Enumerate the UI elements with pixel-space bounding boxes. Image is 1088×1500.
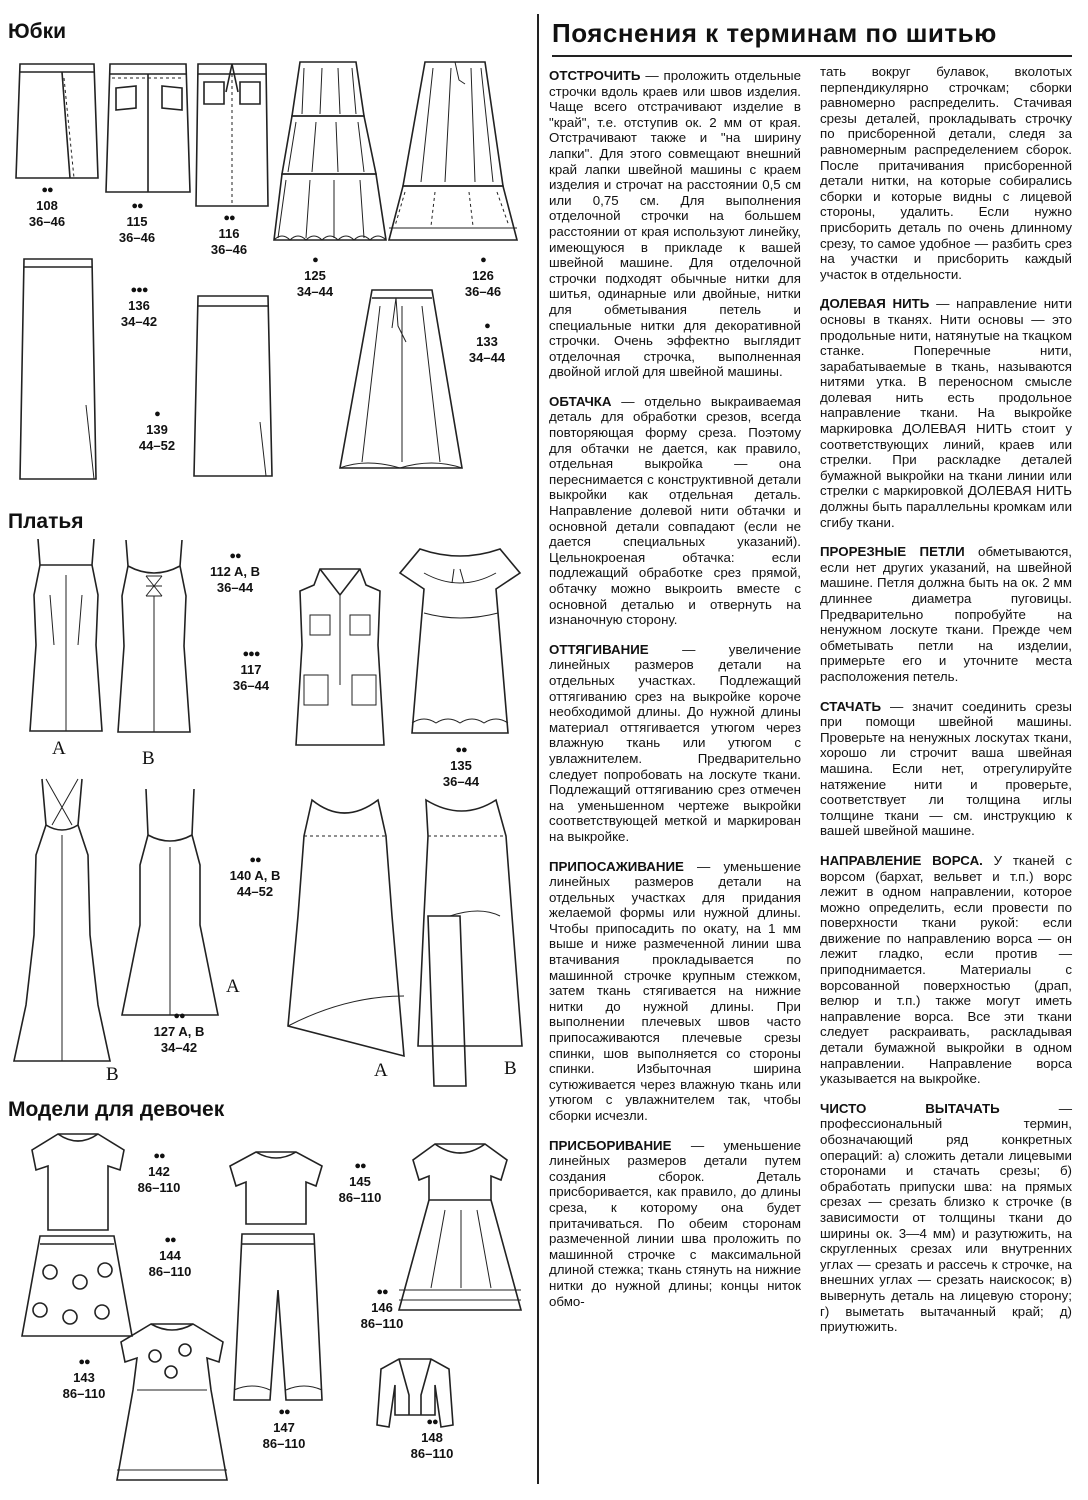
model-label-140: ●● 140 A, B 44–52 [229,854,281,899]
variant-label-a: A [52,738,66,759]
model-label-146: ●● 146 86–110 [360,1286,404,1331]
model-label-135: ●● 135 36–44 [442,744,480,789]
model-label-144: ●● 144 86–110 [148,1234,192,1279]
model-label-136: ●●● 136 34–42 [120,284,158,329]
section-title-dresses: Платья [8,510,84,533]
model-label-148: ●● 148 86–110 [410,1416,454,1461]
dress-143-drawing [115,1320,230,1485]
model-label-108: ●● 108 36–46 [28,184,66,229]
glossary-entry: ОТТЯГИВАНИЕ — увеличение линейных размеров детали на отдельных участках. Подлежащий оттягиванию срез на выкройке короче необходимой длины. До нужной длины материал оттягивается утюгом через влажную ткань или утюгом с увлажнителем. Предварительно следует попробовать на лоскуте ткани. Подлежащий оттягиванию срез отмечен на уменьшенном чертеже выкройки соответствующей меткой и маркирован на выкройке. [549,641,801,844]
model-label-143: ●● 143 86–110 [62,1356,106,1401]
glossary-column-2 [820,64,1072,1349]
variant-label-b: B [142,748,155,769]
model-label-127: ●● 127 A, B 34–42 [153,1010,205,1055]
skirt-136-drawing [16,255,98,485]
model-label-142: ●● 142 86–110 [137,1150,181,1195]
glossary-entry: ЧИСТО ВЫТАЧАТЬ — профессиональный термин, обозначающий ряд конкретных операций: а) сложить детали лицевыми сторонами и стачать срезы; б) обработать припуски шва: на прямых срезах — срезать близко к строчке (в зависимости от толщины ткани до ширины ок. 3—4 мм) и разутюжить, на скругленных срезах или внутренних углах — срезать и рассечь к строчке, на внешних углах — срезать наискосок; в) вывернуть деталь на лицевую сторону; г) выметать вытачанный край; д) приутюжить. [820,1100,1072,1335]
skirt-126-drawing [385,56,520,246]
model-label-125: ● 125 34–44 [296,254,334,299]
variant-label-a: A [226,976,240,997]
glossary-entry: СТАЧАТЬ — значит соединить срезы при помощи швейной машины. Проверьте на ненужных лоскутах ткани, хорошо ли строчит ваша швейная машина. Если нет, отрегулируйте натяжение нити и проверьте, соответствует ли толщина иглы толщине ткани — см. инструкцию к вашей швейной машине. [820,698,1072,839]
skirt-115-drawing [106,58,192,198]
top-145-drawing [226,1148,326,1228]
variant-label-b: B [504,1058,517,1079]
glossary-entry: ДОЛЕВАЯ НИТЬ — направление нити основы в тканях. Нити основы — это продольные нити, натянутые на ткацком станке. Поперечные нити, зарабатываемые в ткань, называются нитями утка. В переносном смысле долевая нить есть продольное направление ткани. На выкройке маркировка ДОЛЕВАЯ НИТЬ стоит у соответствующих линий, краев или стрелки. При раскладке деталей бумажной выкройки на ткани линии или стрелки с маркировкой ДОЛЕВАЯ НИТЬ должны быть параллельны кромкам или сгибу ткани. [820,296,1072,530]
skirt-139-drawing [192,292,276,482]
dress-112b-drawing [112,536,194,736]
model-label-112: ●● 112 A, B 36–44 [209,550,261,595]
dress-112a-drawing [24,535,106,735]
model-label-117: ●●● 117 36–44 [232,648,270,693]
skirt-108-drawing [14,58,104,183]
model-label-133: ● 133 34–44 [468,320,506,365]
top-142-drawing [28,1130,128,1235]
glossary-entry: ОТСТРОЧИТЬ — проложить отдельные строчки вдоль краев или швов изделия. Чаще всего отстрачивают изделие в "край", т.е. отступив ок. 2 мм от края. Отстрачивают также и "на ширину лапки". Для этого совмещают внешний край лапки швейной машины с краем изделия и строчат на расстоянии 0,5 см или 0,75 см. Для выполнения отделочной строчки на большем расстоянии от края используют линейку, имеющуюся в прикладе к вашей швейной машине. Для отделочной строчки подходят обычные нитки для шитья, одинарные или двойные, нитки для обметывания петель и специальные нитки для декоративной строчки. Очень эффектно выглядит отделочная строчка, выполненная двойной иглой для швейной машины. [549,68,801,380]
glossary-column-1 [549,68,801,1323]
column-divider [537,14,539,1484]
dress-146-drawing [395,1140,525,1315]
skirt-133-drawing [336,286,466,476]
glossary-entry: НАПРАВЛЕНИЕ ВОРСА. У тканей с ворсом (бархат, вельвет и т.п.) ворс лежит в одном направлении, которое можно определить, если провести по поверхности ткани рукой: если движение по направлению ворса — он лежит гладко, если против — приподнимается. Материалы с ворсованной поверхностью (драп, велюр и т.п.) также могут иметь направление ворса. Все эти ткани следует раскраивать, раскладывая детали бумажной выкройки в одном направлении. Направление ворса указывается на выкройке. [820,852,1072,1087]
dress-117-drawing [290,565,390,750]
model-label-139: ● 139 44–52 [138,408,176,453]
glossary-continuation: тать вокруг булавок, вколотых перпендикулярно строчкам; сборки равномерно распределить. Стачивая срезы деталей, прокладывать строчку по присборенной детали, следя за равномерным распределением сборок. После притачивания присборенной детали нитки, на которые собирались сборки и которые видны с лицевой стороны, удалить. Если нужно присборить деталь по очень длинному срезу, то самое удобное — разбить срез на участки и присборить каждый участок в отдельности. [820,64,1072,282]
skirt-125-drawing [272,56,387,246]
model-label-116: ●● 116 36–46 [210,212,248,257]
dress-140a-drawing [286,796,406,1061]
pants-147-drawing [228,1230,328,1405]
glossary-entry: ОБТАЧКА — отдельно выкраиваемая деталь для обработки срезов, всегда повторяющая форму среза. Поэтому для обтачки не дается, как правило, отдельная выкройка — она переснимается с конструктивной детали выкройки как отдельная деталь. Направление долевой нити обтачки и основной детали совпадают (если не дается специальных указаний). Цельнокроеная обтачка: если подлежащий обработке срез прямой, обтачку можно выкроить вместе с основной деталью и отвернуть на изнаночную сторону. [549,393,801,628]
variant-label-a: A [374,1060,388,1081]
section-title-skirts: Юбки [8,20,67,43]
glossary-title: Пояснения к терминам по шитью [552,18,1072,57]
model-label-145: ●● 145 86–110 [338,1160,382,1205]
dress-127b-drawing [120,785,220,1020]
glossary-entry: ПРИСБОРИВАНИЕ — уменьшение линейных размеров детали путем создания сборок. Деталь присборивается, как правило, до длины среза, к которому она будет притачиваться. По обеим сторонам размеченной линии шва проложить по машинной строчке с максимальной длиной стежка; ткань стянуть на нижние нитки до нужной длины; концы ниток обмо- [549,1137,801,1309]
dress-140b-drawing [410,796,530,1091]
dress-135-drawing [398,533,523,738]
glossary-entry: ПРИПОСАЖИВАНИЕ — уменьшение линейных размеров детали на отдельных участках для придания желаемой формы или нужной длины. Чтобы припосадить по окату, на 1 мм выше и ниже размеченной линии шва втачивания прокладывается по машинной строчке крупным стежком, затем ткань стягивается на нижние нитки до нужной длины. При выполнении плечевых швов часто припосаживаются плечевые срезы спинки, шов выполняется со стороны спинки. Избыточная ширина сутюживается через влажную ткань или утюгом с увлажнителем так, чтобы сборки исчезли. [549,858,801,1123]
model-label-147: ●● 147 86–110 [262,1406,306,1451]
section-title-girls: Модели для девочек [8,1098,225,1121]
dress-127a-drawing [12,775,112,1065]
model-label-126: ● 126 36–46 [464,254,502,299]
glossary-entry: ПРОРЕЗНЫЕ ПЕТЛИ обметываются, если нет других указаний, на швейной машине. Петля должна быть на ок. 2 мм длиннее диаметра пуговицы. Предварительно попробуйте на ненужном лоскуте ткани. Прежде чем обметывать петли на изделии, примерьте его и уточните места расположения петель. [820,544,1072,684]
model-label-115: ●● 115 36–46 [118,200,156,245]
variant-label-b: B [106,1064,119,1085]
skirt-116-drawing [194,58,270,213]
